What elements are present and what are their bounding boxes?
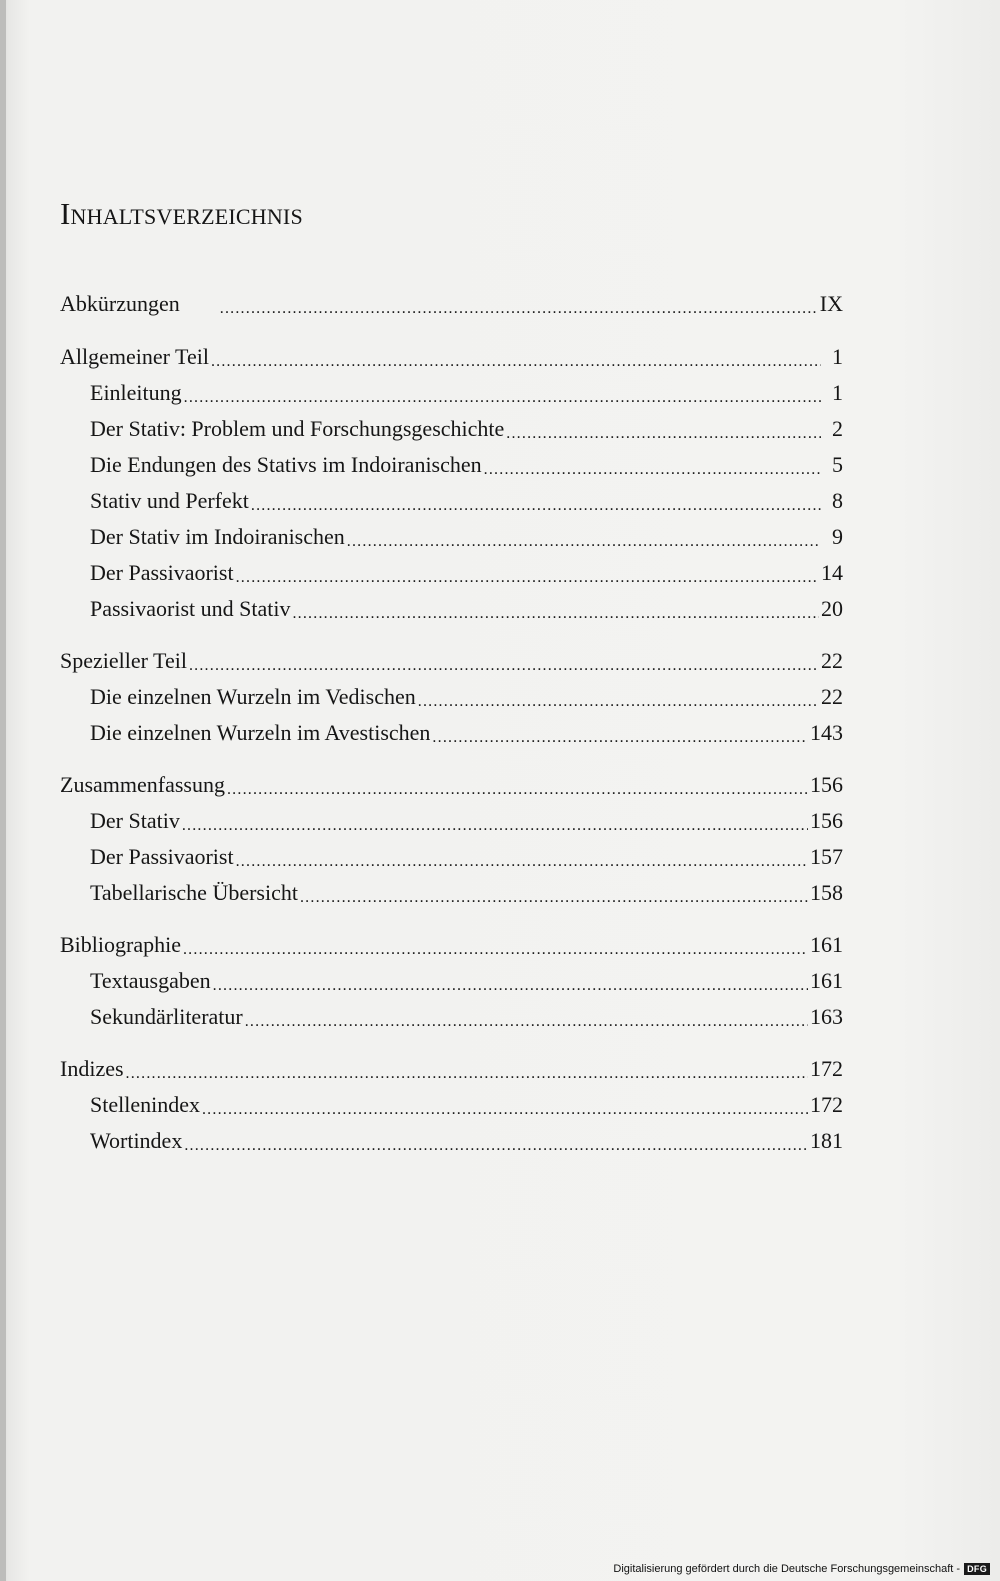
toc-entry-einleitung[interactable]	[60, 376, 843, 406]
toc-entry-abkuerzungen[interactable]	[60, 287, 843, 317]
toc-entry-label: Passivaorist und Stativ	[90, 596, 291, 621]
toc-entry-endungen[interactable]	[60, 448, 843, 478]
toc-entry-label: Stellenindex	[90, 1092, 200, 1117]
toc-entry-label: Spezieller Teil	[60, 648, 187, 673]
toc-entry-page: 22	[821, 684, 843, 709]
toc-entry-page: 157	[810, 844, 843, 869]
toc-entry-zusammenfassung[interactable]	[60, 768, 843, 798]
toc-entry-wurzeln-vedisch[interactable]	[60, 680, 843, 710]
spine-shadow	[0, 0, 6, 1581]
leader-dots	[245, 1004, 808, 1030]
toc-entry-tabellarische-uebersicht[interactable]	[60, 876, 843, 906]
leader-dots	[126, 1056, 808, 1082]
toc-entry-page: 22	[821, 648, 843, 673]
leader-dots	[418, 684, 819, 710]
toc-entry-label: Der Stativ	[90, 808, 180, 833]
toc-entry-page: 9	[832, 524, 843, 549]
toc-entry-page: 161	[810, 932, 843, 957]
toc-entry-page: 143	[810, 720, 843, 745]
leader-dots	[292, 596, 819, 622]
toc-entry-page: 8	[832, 488, 843, 513]
toc-entry-wortindex[interactable]	[60, 1124, 843, 1154]
toc-entry-spezieller-teil[interactable]	[60, 644, 843, 674]
toc-entry-label: Wortindex	[90, 1128, 183, 1153]
toc-entry-page: 161	[810, 968, 843, 993]
toc-entry-page: 163	[810, 1004, 843, 1029]
table-of-contents	[60, 0, 843, 1581]
toc-entry-label: Abkürzungen	[60, 291, 180, 316]
toc-entry-label: Der Passivaorist	[90, 560, 234, 585]
toc-entry-wurzeln-avestisch[interactable]	[60, 716, 843, 746]
toc-entry-passivaorist-stativ[interactable]	[60, 592, 843, 622]
toc-entry-page: 5	[832, 452, 843, 477]
toc-heading: Inhaltsverzeichnis	[60, 196, 303, 231]
leader-dots	[189, 648, 819, 674]
toc-entry-page: 156	[810, 772, 843, 797]
toc-entry-page: 172	[810, 1092, 843, 1117]
toc-entry-der-stativ[interactable]	[60, 804, 843, 834]
toc-entry-textausgaben[interactable]	[60, 964, 843, 994]
leader-dots	[211, 344, 821, 370]
toc-entry-page: 172	[810, 1056, 843, 1081]
leader-dots	[227, 772, 808, 798]
leader-dots	[213, 968, 808, 994]
toc-entry-label: Der Stativ im Indoiranischen	[90, 524, 345, 549]
toc-entry-page: 1	[832, 344, 843, 369]
toc-entry-page: 20	[821, 596, 843, 621]
toc-entry-stellenindex[interactable]	[60, 1088, 843, 1118]
toc-entry-page: IX	[819, 291, 843, 316]
toc-entry-label: Textausgaben	[90, 968, 211, 993]
leader-dots	[220, 291, 818, 317]
toc-entry-sekundaerliteratur[interactable]	[60, 1000, 843, 1030]
toc-entry-label: Der Passivaorist	[90, 844, 234, 869]
toc-entry-page: 1	[832, 380, 843, 405]
dfg-logo: DFG	[964, 1563, 990, 1575]
leader-dots	[236, 844, 808, 870]
leader-dots	[184, 380, 821, 406]
leader-dots	[202, 1092, 808, 1118]
toc-entry-page: 156	[810, 808, 843, 833]
toc-entry-allgemeiner-teil[interactable]	[60, 340, 843, 370]
toc-entry-label: Der Stativ: Problem und Forschungsgeschichte	[90, 416, 505, 441]
toc-entry-label: Die Endungen des Stativs im Indoiranischen	[90, 452, 482, 477]
toc-entry-label: Stativ und Perfekt	[90, 488, 249, 513]
toc-entry-label: Zusammenfassung	[60, 772, 225, 797]
leader-dots	[236, 560, 819, 586]
toc-entry-stativ-problem[interactable]	[60, 412, 843, 442]
leader-dots	[183, 932, 808, 958]
toc-entry-stativ-perfekt[interactable]	[60, 484, 843, 514]
toc-entry-label: Allgemeiner Teil	[60, 344, 209, 369]
toc-entry-label: Einleitung	[90, 380, 182, 405]
toc-entry-indizes[interactable]	[60, 1052, 843, 1082]
toc-entry-page: 158	[810, 880, 843, 905]
toc-entry-page: 2	[832, 416, 843, 441]
toc-entry-der-passivaorist[interactable]	[60, 840, 843, 870]
footer-text: Digitalisierung gefördert durch die Deutsche Forschungsgemeinschaft -	[613, 1563, 961, 1575]
leader-dots	[251, 488, 821, 514]
leader-dots	[184, 1128, 808, 1154]
toc-entry-label: Die einzelnen Wurzeln im Avestischen	[90, 720, 431, 745]
toc-entry-label: Indizes	[60, 1056, 124, 1081]
leader-dots	[182, 808, 808, 834]
toc-entry-passivaorist[interactable]	[60, 556, 843, 586]
toc-entry-bibliographie[interactable]	[60, 928, 843, 958]
digitization-footer	[613, 1563, 990, 1575]
leader-dots	[300, 880, 808, 906]
leader-dots	[432, 720, 808, 746]
toc-entry-page: 14	[821, 560, 843, 585]
leader-dots	[347, 524, 821, 550]
leader-dots	[484, 452, 821, 478]
toc-entry-page: 181	[810, 1128, 843, 1153]
toc-entry-label: Sekundärliteratur	[90, 1004, 243, 1029]
toc-entry-label: Tabellarische Übersicht	[90, 880, 298, 905]
toc-entry-label: Die einzelnen Wurzeln im Vedischen	[90, 684, 416, 709]
toc-entry-label: Bibliographie	[60, 932, 181, 957]
leader-dots	[506, 416, 821, 442]
toc-entry-stativ-indoiranisch[interactable]	[60, 520, 843, 550]
